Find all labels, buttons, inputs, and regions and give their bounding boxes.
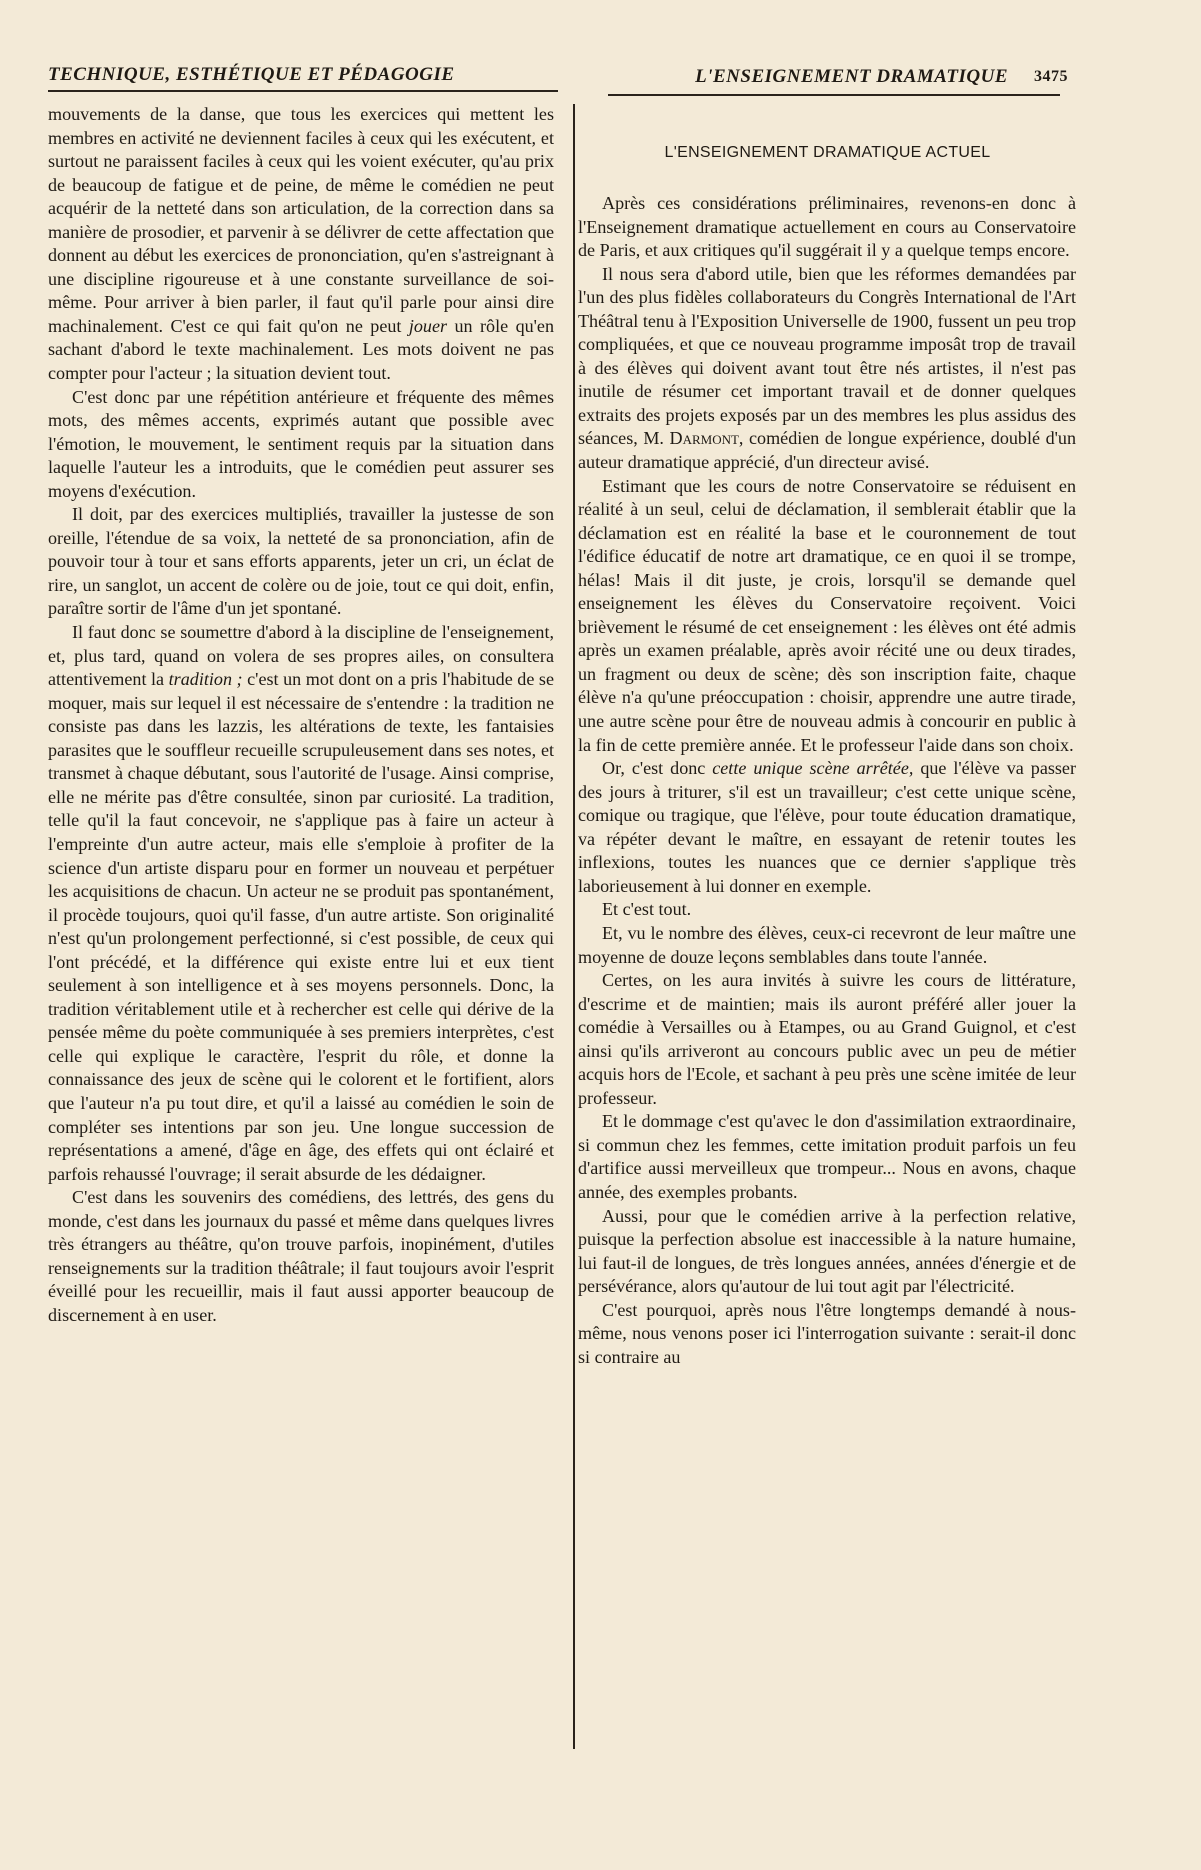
paragraph: Il nous sera d'abord utile, bien que les réformes demandées par l'un des plus fidèles collaborateurs du Congrès International de l'Art Théâtral tenu à l'Exposition Universelle de 1900, fussent un peu trop compliquées, et que ce nouveau programme imposât trop de travail à des élèves qui doivent avant tout être nés artistes, il n'est pas inutile de résumer cet important travail et de donner quelques extraits des projets exposés par un des membres les plus assidus des séances, M. Darmont, comédien de longue expérience, doublé d'un auteur dramatique apprécié, d'un directeur avisé. xyxy=(578,263,1076,473)
column-divider xyxy=(573,104,575,1749)
paragraph: C'est donc par une répétition antérieure et fréquente des mêmes mots, des mêmes accents, exprimés autant que possible avec l'émotion, le mouvement, le sentiment requis par la situation dans laquelle l'auteur les a introduits, que le comédien peut assurer ses moyens d'exécution. xyxy=(48,386,554,501)
paragraph: Et le dommage c'est qu'avec le don d'assimilation extraordinaire, si commun chez les femmes, cette imitation produit parfois un feu d'artifice aussi merveilleux que trompeur... Nous en avons, chaque année, des exemples probants. xyxy=(578,1111,1076,1202)
paragraph: Or, c'est donc cette unique scène arrêtée, que l'élève va passer des jours à triturer, s'il est un travailleur; c'est cette unique scène, comique ou tragique, que l'élève, pour toute éducation dramatique, va répéter devant le maître, en essayant de retenir toutes les inflexions, toutes les nuances que ce dernier s'applique très laborieusement à lui donner en exemple. xyxy=(578,758,1076,896)
paragraph: Et, vu le nombre des élèves, ceux-ci recevront de leur maître une moyenne de douze leçons semblables dans toute l'année. xyxy=(578,922,1076,967)
paragraph: Il faut donc se soumettre d'abord à la discipline de l'enseignement, et, plus tard, quand on volera de ses propres ailes, on consultera attentivement la tradition ; c'est un mot dont on a pris l'habitude de se moquer, mais sur lequel il est nécessaire de s'entendre : la tradition ne consiste pas dans les lazzis, les altérations de texte, les fantaisies parasites que le souffleur recueille scrupuleusement dans ses notes, et transmet à chaque débutant, sous l'autorité de l'usage. Ainsi comprise, elle ne mérite pas d'être consultée, sinon par curiosité. La tradition, telle qu'il la faut concevoir, ne s'applique pas à faire un acteur à l'empreinte d'un autre acteur, mais elle s'emploie à profiter de la science d'un artiste disparu pour en former un nouveau et perpétuer les acquisitions de chacun. Un acteur ne se produit pas spontanément, il procède toujours, quoi qu'il fasse, d'un autre artiste. Son originalité n'est qu'un prolongement perfectionné, si c'est possible, de ceux qui l'ont précédé, et la différence qui existe entre lui et eux tient seulement à son intelligence et à ses moyens personnels. Donc, la tradition véritablement utile et à rechercher est celle qui dérive de la pensée même du poète communiquée à ses premiers interprètes, c'est celle qui explique le caractère, l'esprit du rôle, et donne la connaissance des jeux de scène qui le colorent et le fortifient, alors que l'auteur n'a pu tout dire, et qu'il a laissé au comédien le soin de compléter ses intentions par son jeu. Une longue succession de représentations a amené, d'âge en âge, des effets qui ont éclairé et parfois rehaussé l'ouvrage; il serait absurde de les dédaigner. xyxy=(48,622,555,1184)
paragraph: C'est dans les souvenirs des comédiens, des lettrés, des gens du monde, c'est dans les journaux du passé et même dans quelques livres très étrangers au théâtre, qu'on trouve parfois, inopinément, d'utiles renseignements sur la tradition théâtrale; il faut toujours avoir l'esprit éveillé pour les recueillir, mais il faut aussi apporter beaucoup de discernement à en user. xyxy=(48,1187,554,1325)
page-number: 3475 xyxy=(1034,68,1068,85)
paragraph: C'est pourquoi, après nous l'être longtemps demandé à nous-même, nous venons poser ici l'interrogation suivante : serait-il donc si contraire au xyxy=(578,1299,1076,1367)
left-column xyxy=(48,103,554,1327)
header-rule-right xyxy=(608,94,1060,96)
section-title: L'ENSEIGNEMENT DRAMATIQUE ACTUEL xyxy=(664,144,991,161)
header-left-title: TECHNIQUE, ESTHÉTIQUE ET PÉDAGOGIE xyxy=(48,64,455,85)
paragraph: Aussi, pour que le comédien arrive à la perfection relative, puisque la perfection absolue est inaccessible à la nature humaine, lui faut-il de longues, de très longues années, années d'énergie et de persévérance, alors qu'autour de lui tout agit par l'électricité. xyxy=(578,1205,1076,1297)
header-rule-left xyxy=(48,90,558,92)
paragraph: Il doit, par des exercices multipliés, travailler la justesse de son oreille, l'étendue de sa voix, la netteté de sa prononciation, afin de pouvoir tour à tour et sans efforts apparents, jeter un cri, un éclat de rire, un sanglot, un accent de colère ou de joie, tout ce qui doit, enfin, paraître sortir de l'âme d'un jet spontané. xyxy=(48,504,554,619)
running-header xyxy=(48,60,1068,90)
paragraph: mouvements de la danse, que tous les exercices qui mettent les membres en activité ne deviennent faciles à ceux qui les exécutent, et surtout ne paraissent faciles à ceux qui les voient exécuter, qu'au prix de beaucoup de fatigue et de peine, de même le comédien ne peut acquérir de la netteté dans son articulation, de la correction dans sa manière de prosodier, et parvenir à se délivrer de cette affectation que donnent au début les exercices de prononciation, qu'en s'astreignant à une discipline rigoureuse et à une constante surveillance de soi-même. Pour arriver à bien parler, il faut qu'il parle pour ainsi dire machinalement. C'est ce qui fait qu'on ne peut jouer un rôle qu'en sachant d'abord le texte machinalement. Les mots doivent ne pas compter pour l'acteur ; la situation devient tout. xyxy=(48,104,554,384)
header-right-title: L'ENSEIGNEMENT DRAMATIQUE xyxy=(695,66,1008,87)
paragraph: Certes, on les aura invités à suivre les cours de littérature, d'escrime et de maintien; mais ils auront préféré aller jouer la comédie à Versailles ou à Etampes, ou au Grand Guignol, et c'est ainsi qu'ils arriveront au concours public avec un peu de métier acquis hors de l'Ecole, et sachant à peu près une scène imitée de leur professeur. xyxy=(578,970,1076,1108)
right-column xyxy=(578,192,1076,1369)
paragraph: Estimant que les cours de notre Conservatoire se réduisent en réalité à un seul, celui de déclamation, il semblerait établir que la déclamation est en réalité la base et le couronnement de tout l'édifice éducatif de notre art dramatique, ce en quoi il se trompe, hélas! Mais il dit juste, je crois, lorsqu'il se demande quel enseignement les élèves du Conservatoire reçoivent. Voici brièvement le résumé de cet enseignement : les élèves ont été admis après un examen préalable, après avoir récité une ou deux tirades, un fragment ou deux de scène; dès son inscription faite, chaque élève n'a qu'une préoccupation : choisir, apprendre une autre tirade, une autre scène pour être de nouveau admis à concourir en public à la fin de cette première année. Et le professeur l'aide dans son choix. xyxy=(578,475,1076,755)
paragraph: Après ces considérations préliminaires, revenons-en donc à l'Enseignement dramatique actuellement en cours au Conservatoire de Paris, et aux critiques qu'il suggérait il y a quelque temps encore. xyxy=(578,193,1076,261)
paragraph: Et c'est tout. xyxy=(602,899,692,920)
